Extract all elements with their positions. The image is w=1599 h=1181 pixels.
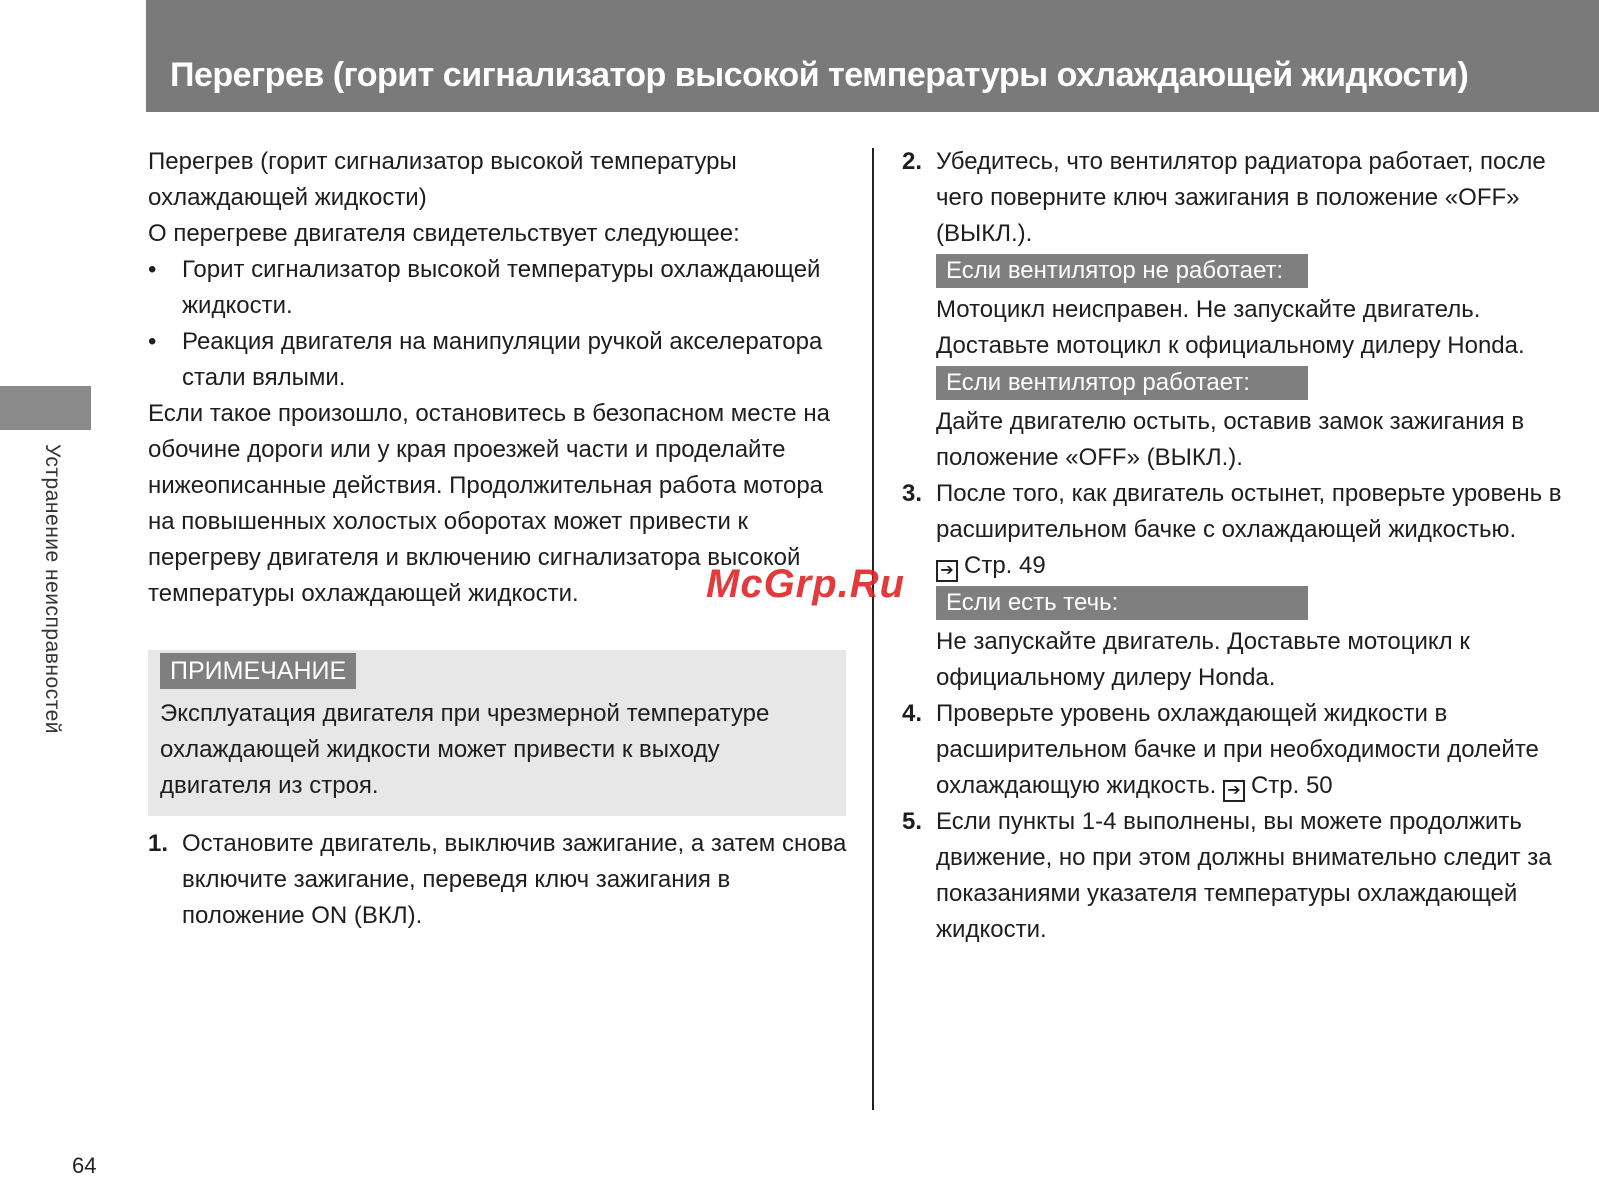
symptom-list (148, 252, 848, 396)
watermark: McGrp.Ru (706, 562, 906, 606)
step-3 (902, 476, 1592, 696)
column-divider (872, 148, 874, 1110)
right-column (902, 144, 1592, 948)
step-text: Убедитесь, что вентилятор радиатора работает, после чего поверните ключ зажигания в положение «OFF» (ВЫКЛ.). (936, 148, 1546, 247)
section-tab-marker (0, 386, 91, 430)
bullet-dot: • (148, 256, 157, 283)
steps-list-right (902, 144, 1592, 948)
page-reference-link[interactable]: Стр. 49 (964, 552, 1046, 579)
step-4 (902, 696, 1592, 804)
step-text: Если пункты 1-4 выполнены, вы можете продолжить движение, но при этом должны внимательно следит за показаниями указателя температуры охлаждающей жидкости. (936, 808, 1552, 943)
step-number: 1. (148, 830, 169, 857)
note-box (148, 650, 846, 816)
page-header (146, 0, 1599, 112)
note-text: Эксплуатация двигателя при чрезмерной температуре охлаждающей жидкости может привести к выходу двигателя из строя. (160, 700, 770, 799)
condition-text: Мотоцикл неисправен. Не запускайте двигатель. Доставьте мотоцикл к официальному дилеру Honda. (936, 296, 1525, 359)
step-2 (902, 144, 1592, 476)
list-item (148, 252, 848, 324)
step-text: Остановите двигатель, выключив зажигание, а затем снова включите зажигание, переведя ключ зажигания в положение ON (ВКЛ). (182, 830, 847, 929)
list-item (148, 324, 848, 396)
page-title: Перегрев (горит сигнализатор высокой температуры охлаждающей жидкости) (170, 56, 1469, 94)
intro-lead: О перегреве двигателя свидетельствует следующее: (148, 220, 740, 247)
step-number: 3. (902, 480, 923, 507)
condition-text: Не запускайте двигатель. Доставьте мотоцикл к официальному дилеру Honda. (936, 628, 1470, 691)
step-number: 5. (902, 808, 923, 835)
step-5 (902, 804, 1592, 948)
step-number: 2. (902, 148, 923, 175)
condition-label-fan-not-working: Если вентилятор не работает: (936, 254, 1308, 288)
bullet-dot: • (148, 328, 157, 355)
step-number: 4. (902, 700, 923, 727)
step-text: Проверьте уровень охлаждающей жидкости в расширительном бачке и при необходимости долейте охлаждающую жидкость. (936, 700, 1539, 799)
step-text: После того, как двигатель остынет, проверьте уровень в расширительном бачке с охлаждающей жидкостью. (936, 480, 1562, 543)
condition-text: Дайте двигателю остыть, оставив замок зажигания в положение «OFF» (ВЫКЛ.). (936, 408, 1525, 471)
page-reference-link[interactable]: Стр. 50 (1250, 772, 1333, 799)
section-label: Устранение неисправностей (41, 444, 64, 734)
note-label: ПРИМЕЧАНИЕ (160, 653, 356, 689)
steps-list-left (148, 826, 848, 934)
arrow-right-boxed-icon: ➔ (1223, 780, 1245, 802)
condition-label-fan-working: Если вентилятор работает: (936, 366, 1308, 400)
arrow-right-boxed-icon: ➔ (936, 560, 958, 582)
intro-title: Перегрев (горит сигнализатор высокой температуры охлаждающей жидкости) (148, 148, 737, 211)
instruction-paragraph: Если такое произошло, остановитесь в безопасном месте на обочине дороги или у края проезжей части и проделайте нижеописанные действия. Продолжительная работа мотора на повышенных холостых оборотах может привести к перегреву двигателя и включению сигнализатора высокой температуры охлаждающей жидкости. (148, 400, 830, 607)
list-item-text: Горит сигнализатор высокой температуры охлаждающей жидкости. (182, 256, 821, 319)
condition-label-leak: Если есть течь: (936, 586, 1308, 620)
left-column (148, 144, 848, 934)
list-item-text: Реакция двигателя на манипуляции ручкой акселератора стали вялыми. (182, 328, 823, 391)
step-1 (148, 826, 848, 934)
page-number: 64 (72, 1153, 97, 1178)
